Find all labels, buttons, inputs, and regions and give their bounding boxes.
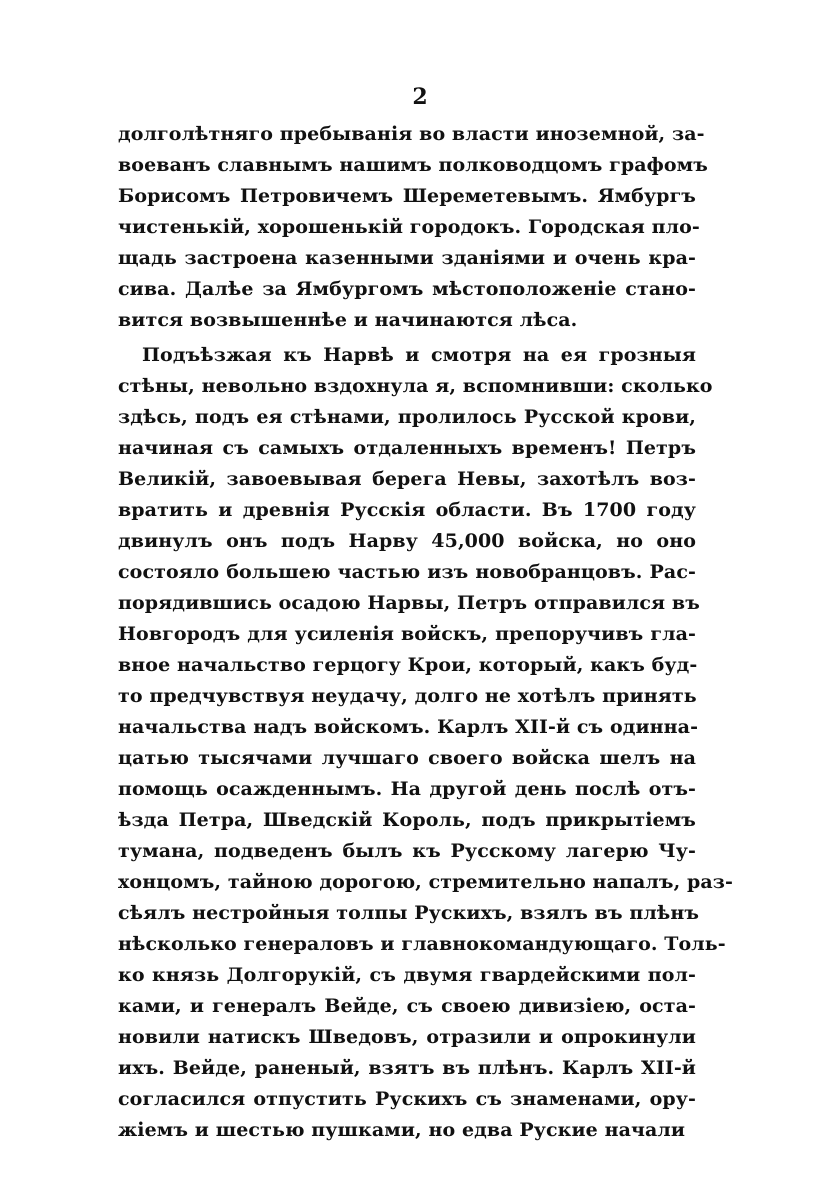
text-line: Подъѣзжая къ Нарвѣ и смотря на ея грозныя (142, 344, 696, 366)
paragraph-2 (118, 340, 734, 1146)
text-line: нѣсколько генераловъ и главнокомандующаго. Толь- (118, 933, 726, 955)
text-line: цатью тысячами лучшаго своего войска шелъ на (118, 747, 696, 769)
text-line: то предчувствуя неудачу, долго не хотѣлъ принять (118, 685, 697, 707)
text-line: порядившись осадою Нарвы, Петръ отправился въ (118, 592, 700, 614)
text-line: ками, и генералъ Вейде, съ своею дивизіею, оста- (118, 995, 696, 1017)
paragraph-1 (118, 119, 708, 336)
text-line: состояло большею частью изъ новобранцовъ. Рас- (118, 561, 696, 583)
text-line: сѣялъ нестройныя толпы Рускихъ, взялъ въ плѣнъ (118, 902, 700, 924)
text-line: согласился отпустить Рускихъ съ знаменами, ору- (118, 1088, 696, 1110)
text-line: Великій, завоевывая берега Невы, захотѣлъ воз- (118, 468, 696, 490)
text-line: вратить и древнія Русскія области. Въ 1700 году (118, 499, 696, 521)
text-line: стѣны, невольно вздохнула я, вспомнивши: сколько (118, 375, 713, 397)
text-line: новили натискъ Шведовъ, отразили и опрокинули (118, 1026, 696, 1048)
text-line: вное начальство герцогу Крои, который, какъ буд- (118, 654, 698, 676)
text-line: ко князь Долгорукій, съ двумя гвардейскими пол- (118, 964, 696, 986)
text-line: сива. Далѣе за Ямбургомъ мѣстоположеніе стано- (118, 278, 696, 300)
text-line: воеванъ славнымъ нашимъ полководцомъ графомъ (118, 154, 708, 176)
text-line: хонцомъ, тайною дорогою, стремительно напалъ, раз- (118, 871, 734, 893)
text-line: двинулъ онъ подъ Нарву 45,000 войска, но оно (118, 530, 696, 552)
text-line: здѣсь, подъ ея стѣнами, пролилось Русской крови, (118, 406, 696, 428)
text-line: ихъ. Вейде, раненый, взятъ въ плѣнъ. Карлъ XII-й (118, 1057, 696, 1079)
text-line: Борисомъ Петровичемъ Шереметевымъ. Ямбургъ (118, 185, 696, 207)
text-line: начальства надъ войскомъ. Карлъ XII-й съ одинна- (118, 716, 699, 738)
text-line: вится возвышеннѣе и начинаются лѣса. (118, 309, 578, 331)
text-line: долголѣтняго пребыванія во власти иноземной, за- (118, 123, 705, 145)
page-number: 2 (412, 84, 428, 110)
text-line: жіемъ и шестью пушками, но едва Руские начали (118, 1119, 686, 1141)
text-line: начиная съ самыхъ отдаленныхъ временъ! Петръ (118, 437, 696, 459)
body-text (118, 119, 734, 1146)
text-line: ѣзда Петра, Шведскій Король, подъ прикрытіемъ (118, 809, 696, 831)
text-line: тумана, подведенъ былъ къ Русскому лагерю Чу- (118, 840, 696, 862)
text-line: Новгородъ для усиленія войскъ, препоручивъ гла- (118, 623, 696, 645)
text-line: помощь осажденнымъ. На другой день послѣ отъ- (118, 778, 696, 800)
text-line: чистенькій, хорошенькій городокъ. Городская пло- (118, 216, 700, 238)
text-line: щадь застроена казенными зданіями и очень кра- (118, 247, 696, 269)
